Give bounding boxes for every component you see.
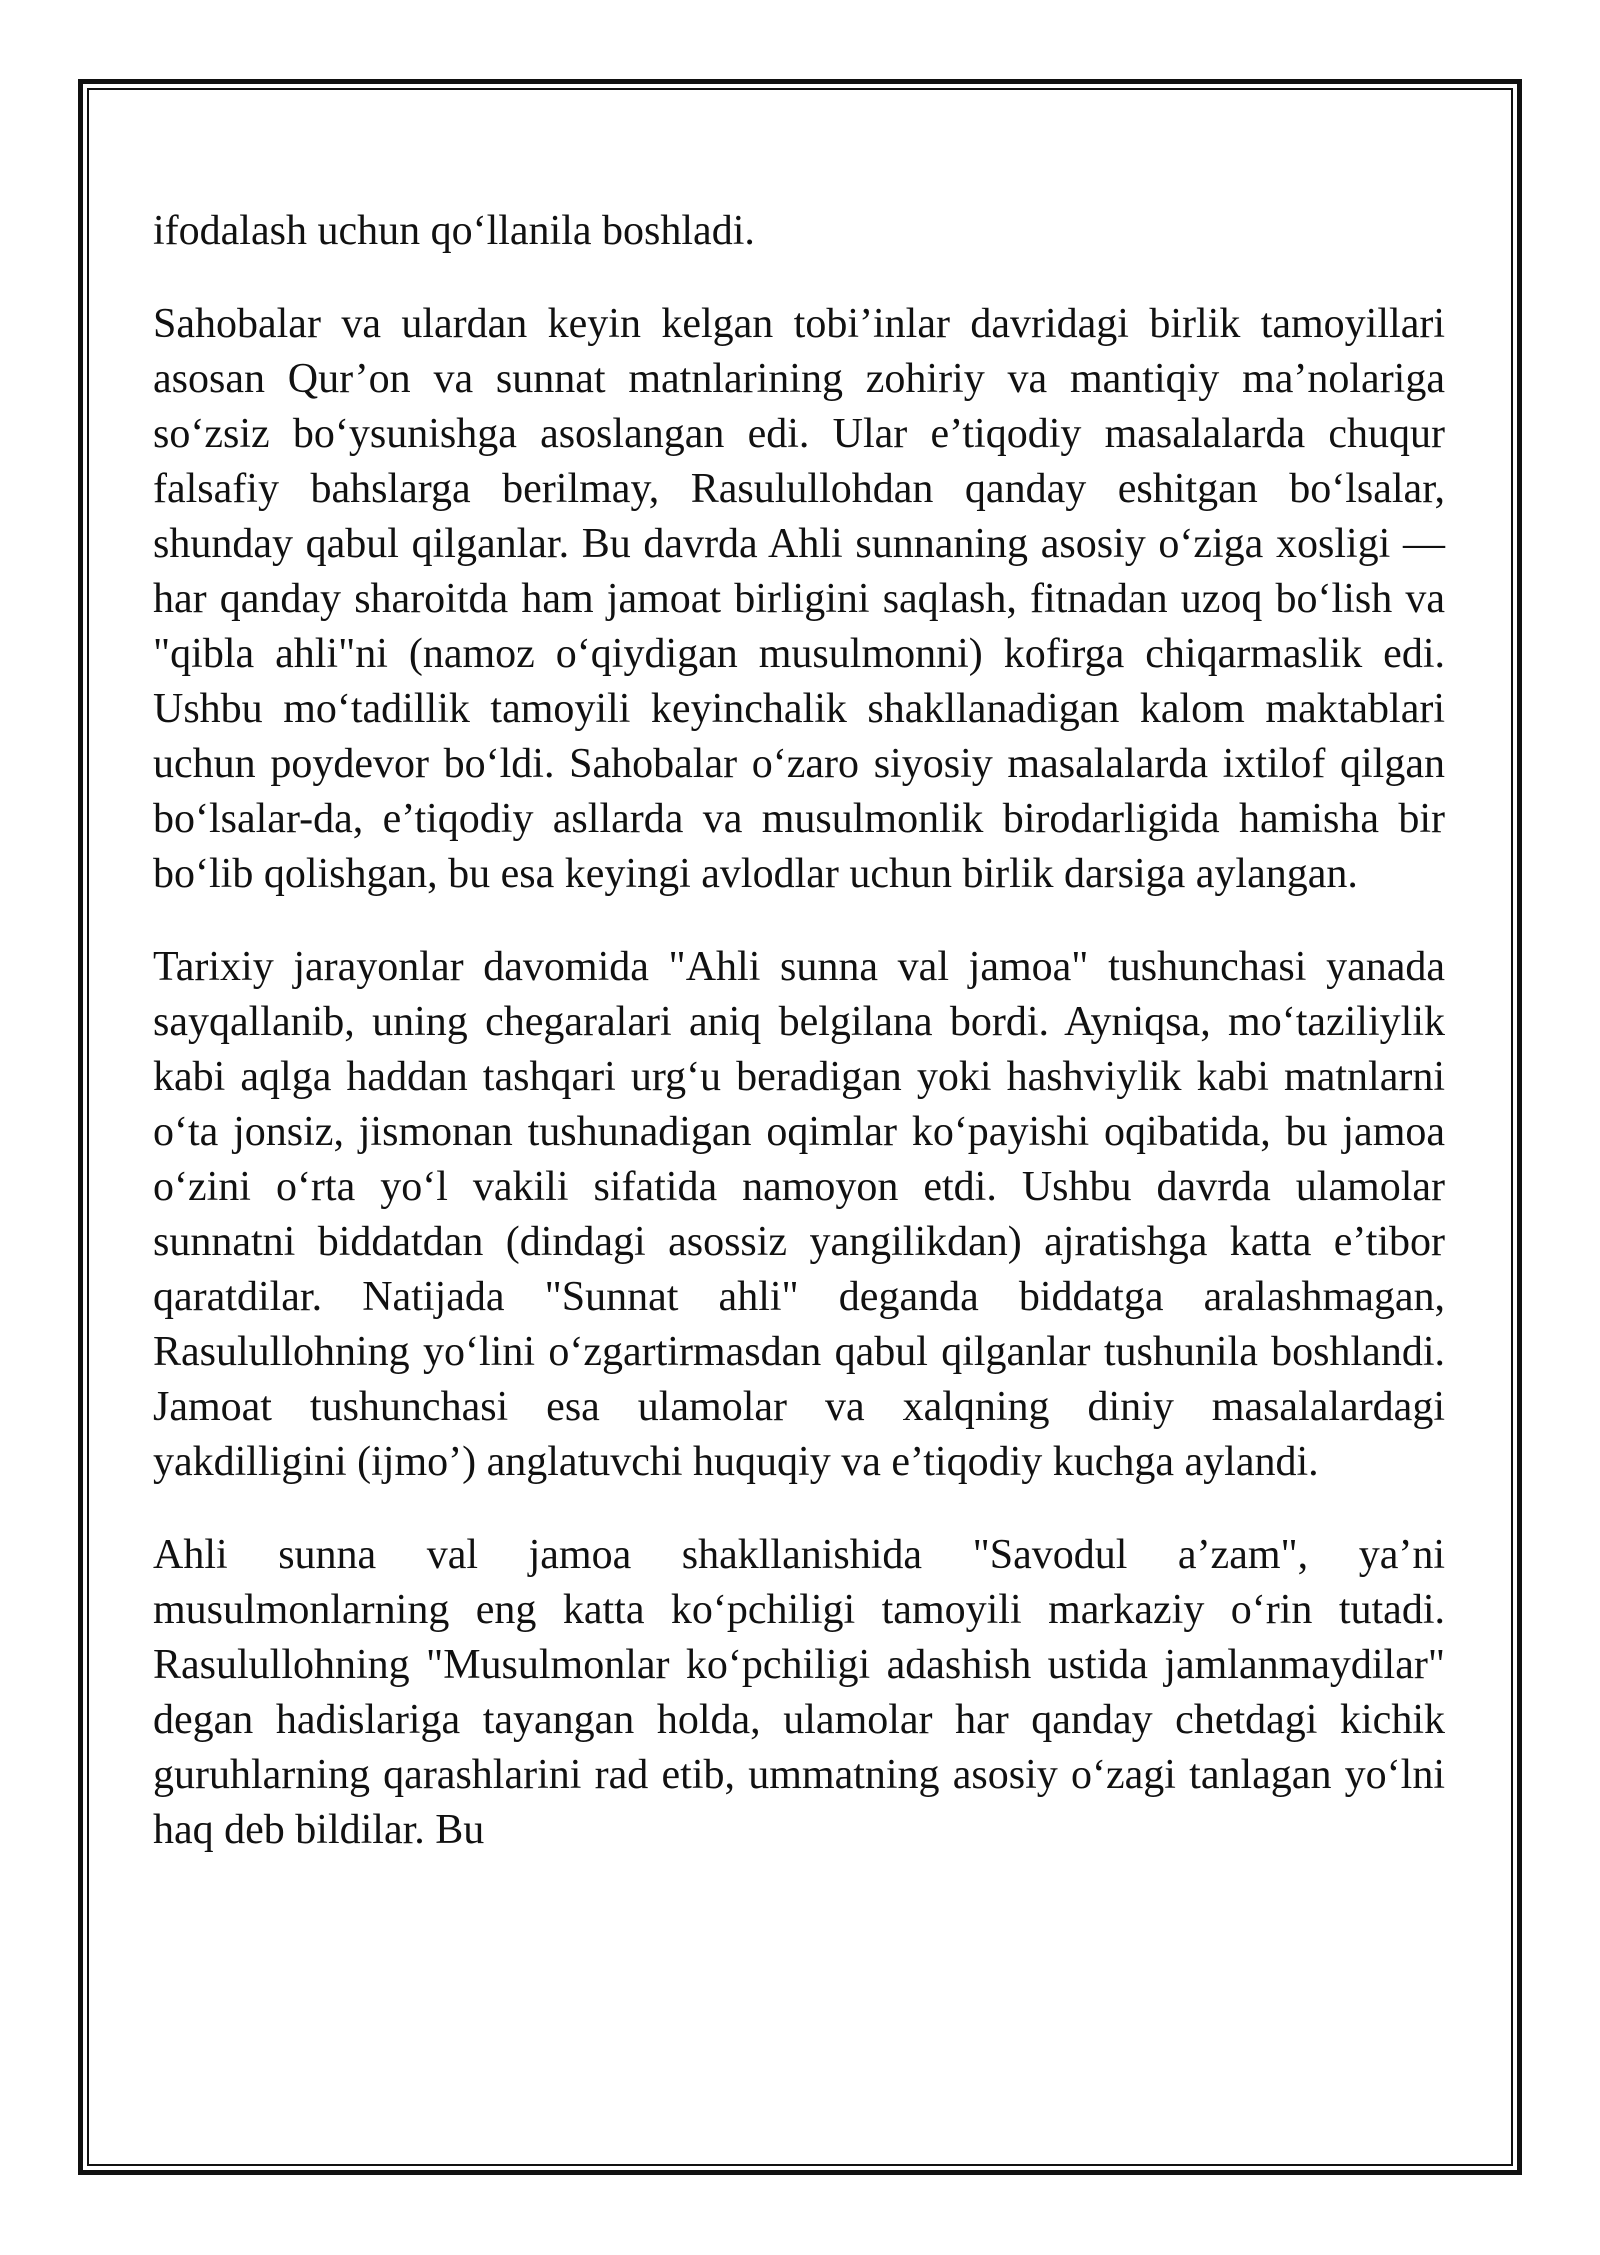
document-body	[153, 204, 1445, 1896]
paragraph-savodul-azam: Ahli sunna val jamoa shakllanishida "Savodul a’zam", ya’ni musulmonlarning eng katta ko‘pchiligi tamoyili markaziy o‘rin tutadi. Rasulullohning "Musulmonlar ko‘pchiligi adashish ustida jamlanmaydilar" degan hadislariga tayangan holda, ulamolar har qanday chetdagi kichik guruhlarning qarashlarini rad etib, ummatning asosiy o‘zagi tanlagan yo‘lni haq deb bildilar. Bu	[153, 1532, 1445, 1853]
paragraph-historical-development: Tarixiy jarayonlar davomida "Ahli sunna val jamoa" tushunchasi yanada sayqallanib, uning chegaralari aniq belgilana bordi. Ayniqsa, mo‘taziliylik kabi aqlga haddan tashqari urg‘u beradigan yoki hashviylik kabi matnlarni o‘ta jonsiz, jismonan tushunadigan oqimlar ko‘payishi oqibatida, bu jamoa o‘zini o‘rta yo‘l vakili sifatida namoyon etdi. Ushbu davrda ulamolar sunnatni biddatdan (dindagi asossiz yangilikdan) ajratishga katta e’tibor qaratdilar. Natijada "Sunnat ahli" deganda biddatga aralashmagan, Rasulullohning yo‘lini o‘zgartirmasdan qabul qilganlar tushunila boshlandi. Jamoat tushunchasi esa ulamolar va xalqning diniy masalalardagi yakdilligini (ijmo’) anglatuvchi huquqiy va e’tiqodiy kuchga aylandi.	[153, 944, 1445, 1485]
paragraph-continuation: ifodalash uchun qo‘llanila boshladi.	[153, 208, 755, 254]
paragraph-companions-unity: Sahobalar va ulardan keyin kelgan tobi’inlar davridagi birlik tamoyillari asosan Qur’on va sunnat matnlarining zohiriy va mantiqiy ma’nolariga so‘zsiz bo‘ysunishga asoslangan edi. Ular e’tiqodiy masalalarda chuqur falsafiy bahslarga berilmay, Rasulullohdan qanday eshitgan bo‘lsalar, shunday qabul qilganlar. Bu davrda Ahli sunnaning asosiy o‘ziga xosligi — har qanday sharoitda ham jamoat birligini saqlash, fitnadan uzoq bo‘lish va "qibla ahli"ni (namoz o‘qiydigan musulmonni) kofirga chiqarmaslik edi. Ushbu mo‘tadillik tamoyili keyinchalik shakllanadigan kalom maktablari uchun poydevor bo‘ldi. Sahobalar o‘zaro siyosiy masalalarda ixtilof qilgan bo‘lsalar-da, e’tiqodiy asllarda va musulmonlik birodarligida hamisha bir bo‘lib qolishgan, bu esa keyingi avlodlar uchun birlik darsiga aylangan.	[153, 301, 1445, 897]
